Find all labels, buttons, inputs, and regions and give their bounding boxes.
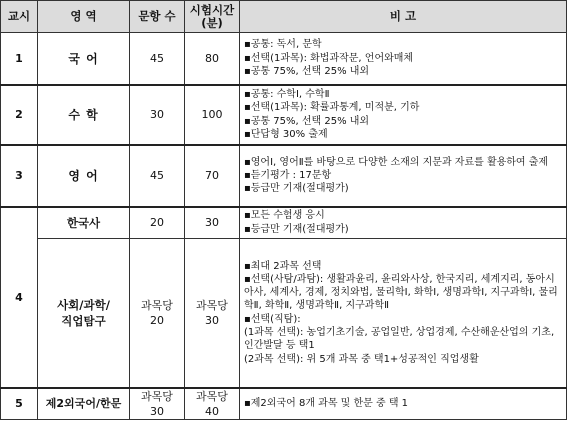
period-cell: 2 (1, 85, 38, 145)
period-cell: 4 (1, 207, 38, 388)
remark-line: ▪선택(사탐/과탐): 생활과윤리, 윤리와사상, 한국지리, 세계지리, 동아시아사, 세계사, 경제, 정치와법, 물리학Ⅰ, 화학Ⅰ, 생명과학Ⅰ, 지구과학Ⅰ, 물리학Ⅱ, 화학Ⅱ, 생명과학Ⅱ, 지구과학Ⅱ (244, 273, 558, 312)
remark-line: ▪공통: 수학Ⅰ, 수학Ⅱ (244, 88, 330, 100)
remark-line: (1과목 선택): 농업기초기술, 공업일반, 상업경제, 수산해운산업의 기초, 인간발달 등 택1 (244, 327, 555, 352)
remark-line: ▪단답형 30% 출제 (244, 128, 328, 140)
header-school-hour: 교시 (1, 1, 38, 33)
questions-cell: 20 (130, 207, 185, 239)
remarks-cell (240, 85, 567, 145)
time-cell: 30 (185, 207, 240, 239)
period-cell: 1 (1, 33, 38, 85)
time-line1: 과목당 (196, 298, 228, 312)
time-cell (185, 388, 240, 420)
remark-line: ▪공통: 독서, 문학 (244, 39, 322, 51)
area-cell: 한국사 (38, 207, 130, 239)
remark-line: ▪선택(1과목): 화법과작문, 언어와매체 (244, 52, 414, 64)
remark-line: ▪공통 75%, 선택 25% 내외 (244, 65, 370, 77)
remark-line: ▪공통 75%, 선택 25% 내외 (244, 115, 370, 127)
questions-cell: 30 (130, 85, 185, 145)
area-line2: 직업탐구 (61, 313, 106, 328)
header-time (185, 1, 240, 33)
remark-line: ▪듣기평가 : 17문항 (244, 169, 332, 181)
table-row-period-5 (1, 388, 567, 420)
time-line2: 30 (205, 313, 219, 327)
table-row-period-4-korean-history (1, 207, 567, 239)
questions-line1: 과목당 (141, 298, 173, 312)
table-row-period-3 (1, 145, 567, 207)
time-cell: 80 (185, 33, 240, 85)
questions-cell: 45 (130, 145, 185, 207)
remark-line: ▪최대 2과목 선택 (244, 260, 322, 272)
header-time-line2: (분) (201, 15, 223, 30)
time-cell: 70 (185, 145, 240, 207)
remark-line: ▪선택(1과목): 확률과통계, 미적분, 기하 (244, 102, 420, 114)
period-cell: 3 (1, 145, 38, 207)
area-cell: 제2외국어/한문 (38, 388, 130, 420)
remark-line: ▪등급만 기재(절대평가) (244, 223, 349, 235)
remark-line: (2과목 선택): 위 5개 과목 중 택1+성공적인 직업생활 (244, 353, 479, 365)
header-row (1, 1, 567, 33)
header-area: 영 역 (38, 1, 130, 33)
area-line1: 사회/과학/ (57, 297, 110, 312)
remark-line: ▪영어Ⅰ, 영어Ⅱ를 바탕으로 다양한 소재의 지문과 자료를 활용하여 출제 (244, 156, 549, 168)
table-row-period-2 (1, 85, 567, 145)
header-remarks: 비 고 (240, 1, 567, 33)
area-cell: 국 어 (38, 33, 130, 85)
questions-line2: 20 (150, 313, 164, 327)
remarks-cell (240, 145, 567, 207)
time-cell (185, 239, 240, 388)
remark-line: ▪선택(직탐): (244, 313, 301, 325)
time-cell: 100 (185, 85, 240, 145)
remark-line: ▪등급만 기재(절대평가) (244, 183, 349, 195)
remarks-cell (240, 207, 567, 239)
remarks-cell (240, 33, 567, 85)
table-row-period-4-inquiry (1, 239, 567, 388)
remarks-cell (240, 239, 567, 388)
header-num-questions: 문항 수 (130, 1, 185, 33)
questions-cell (130, 388, 185, 420)
remarks-cell (240, 388, 567, 420)
period-cell: 5 (1, 388, 38, 420)
table-row-period-1 (1, 33, 567, 85)
remark-line: ▪제2외국어 8개 과목 및 한문 중 택 1 (244, 398, 409, 410)
time-line2: 40 (205, 404, 219, 418)
header-time-line1: 시험시간 (189, 2, 235, 17)
time-line1: 과목당 (196, 389, 228, 403)
questions-line1: 과목당 (141, 389, 173, 403)
questions-cell: 45 (130, 33, 185, 85)
questions-cell (130, 239, 185, 388)
area-cell: 영 어 (38, 145, 130, 207)
area-cell (38, 239, 130, 388)
questions-line2: 30 (150, 404, 164, 418)
area-cell: 수 학 (38, 85, 130, 145)
remark-line: ▪모든 수험생 응시 (244, 210, 325, 222)
